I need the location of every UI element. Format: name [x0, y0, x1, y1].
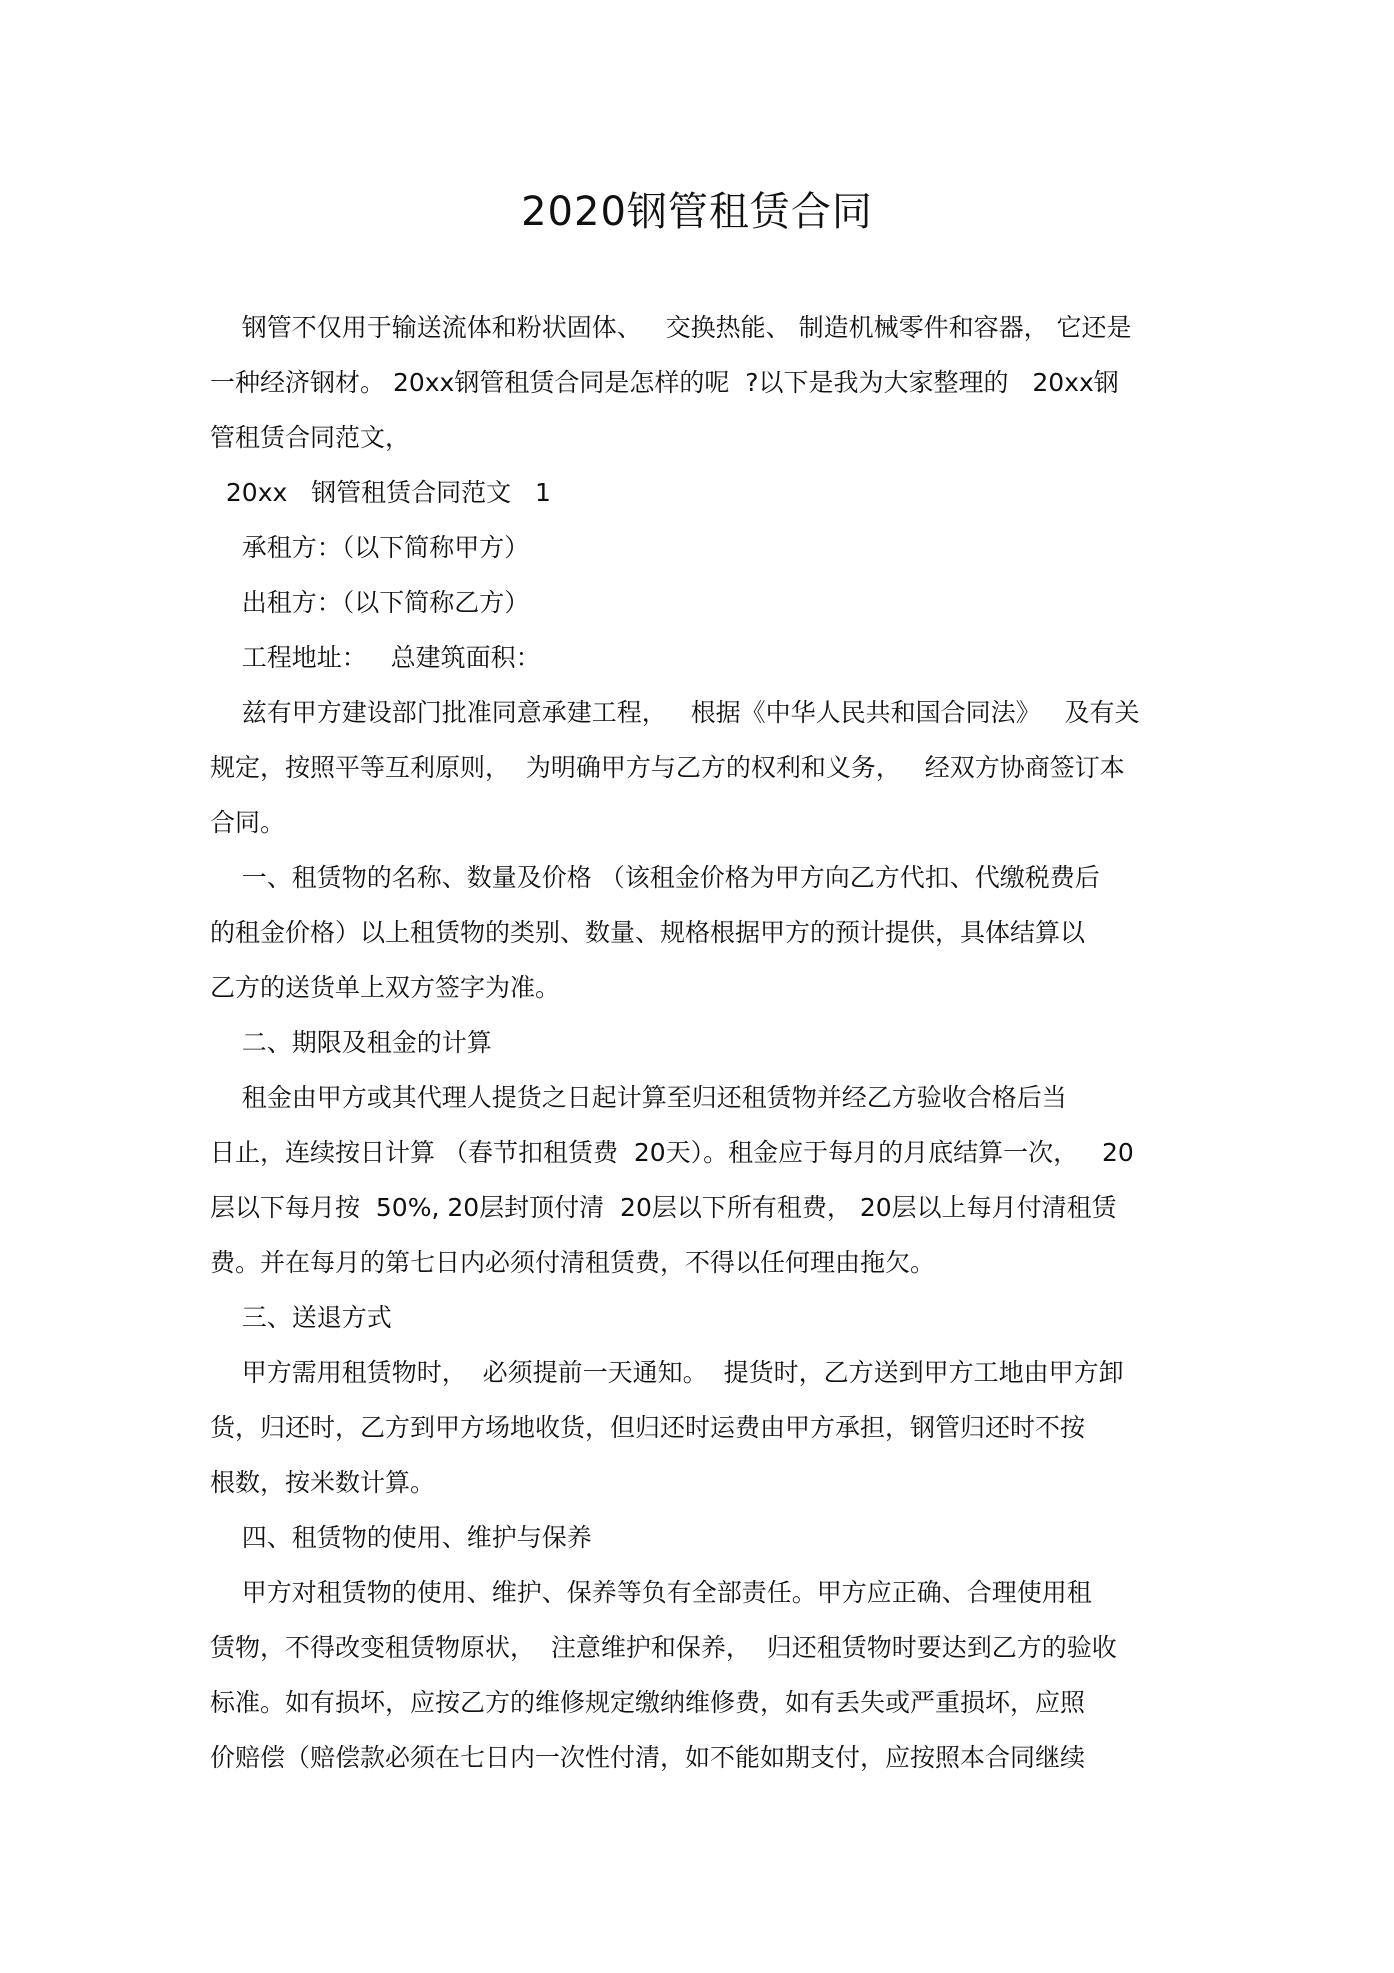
body-line: 价赔偿（赔偿款必须在七日内一次性付清，如不能如期支付，应按照本合同继续: [210, 1743, 1086, 1772]
body-line: 出租方：（以下简称乙方）: [210, 588, 530, 617]
body-line: 兹有甲方建设部门批准同意承建工程， 根据《中华人民共和国合同法》 及有关: [210, 698, 1140, 727]
body-line: 租金由甲方或其代理人提货之日起计算至归还租赁物并经乙方验收合格后当: [210, 1083, 1067, 1112]
section-heading: 三、送退方式: [210, 1303, 392, 1332]
body-line: 货，归还时，乙方到甲方场地收货，但归还时运费由甲方承担，钢管归还时不按: [210, 1413, 1086, 1442]
body-line: 赁物，不得改变租赁物原状， 注意维护和保养， 归还租赁物时要达到乙方的验收: [210, 1633, 1117, 1662]
body-line: 工程地址： 总建筑面积：: [210, 643, 541, 672]
body-line: 的租金价格）以上租赁物的类别、数量、规格根据甲方的预计提供，具体结算以: [210, 918, 1086, 947]
body-line: 根数，按米数计算。: [210, 1468, 436, 1497]
section-heading: 20xx 钢管租赁合同范文 1: [210, 478, 551, 507]
section-heading: 四、租赁物的使用、维护与保养: [210, 1523, 592, 1552]
body-line: 一种经济钢材。 20xx钢管租赁合同是怎样的呢 ?以下是我为大家整理的 20xx钢: [210, 368, 1119, 397]
body-line: 层以下每月按 50%, 20层封顶付清 20层以下所有租费， 20层以上每月付清租赁: [210, 1193, 1117, 1222]
body-line: 乙方的送货单上双方签字为准。: [210, 973, 561, 1002]
body-line: 钢管不仅用于输送流体和粉状固体、 交换热能、 制造机械零件和容器， 它还是: [210, 313, 1132, 342]
section-heading: 二、期限及租金的计算: [210, 1028, 492, 1057]
body-line: 甲方对租赁物的使用、维护、保养等负有全部责任。甲方应正确、合理使用租: [210, 1578, 1092, 1607]
body-line: 甲方需用租赁物时， 必须提前一天通知。 提货时，乙方送到甲方工地由甲方卸: [210, 1358, 1124, 1387]
body-line: 费。并在每月的第七日内必须付清租赁费，不得以任何理由拖欠。: [210, 1248, 936, 1277]
body-line: 管租赁合同范文，: [210, 423, 411, 452]
section-heading: 一、租赁物的名称、数量及价格 （该租金价格为甲方向乙方代扣、代缴税费后: [210, 863, 1100, 892]
document-title: 2020钢管租赁合同: [521, 189, 873, 235]
body-line: 合同。: [210, 808, 286, 837]
body-line: 日止，连续按日计算 （春节扣租赁费 20天）。租金应于每月的月底结算一次， 20: [210, 1138, 1134, 1167]
body-line: 标准。如有损坏，应按乙方的维修规定缴纳维修费，如有丢失或严重损坏，应照: [210, 1688, 1086, 1717]
body-line: 承租方：（以下简称甲方）: [210, 533, 530, 562]
body-line: 规定，按照平等互利原则， 为明确甲方与乙方的权利和义务， 经双方协商签订本: [210, 753, 1125, 782]
